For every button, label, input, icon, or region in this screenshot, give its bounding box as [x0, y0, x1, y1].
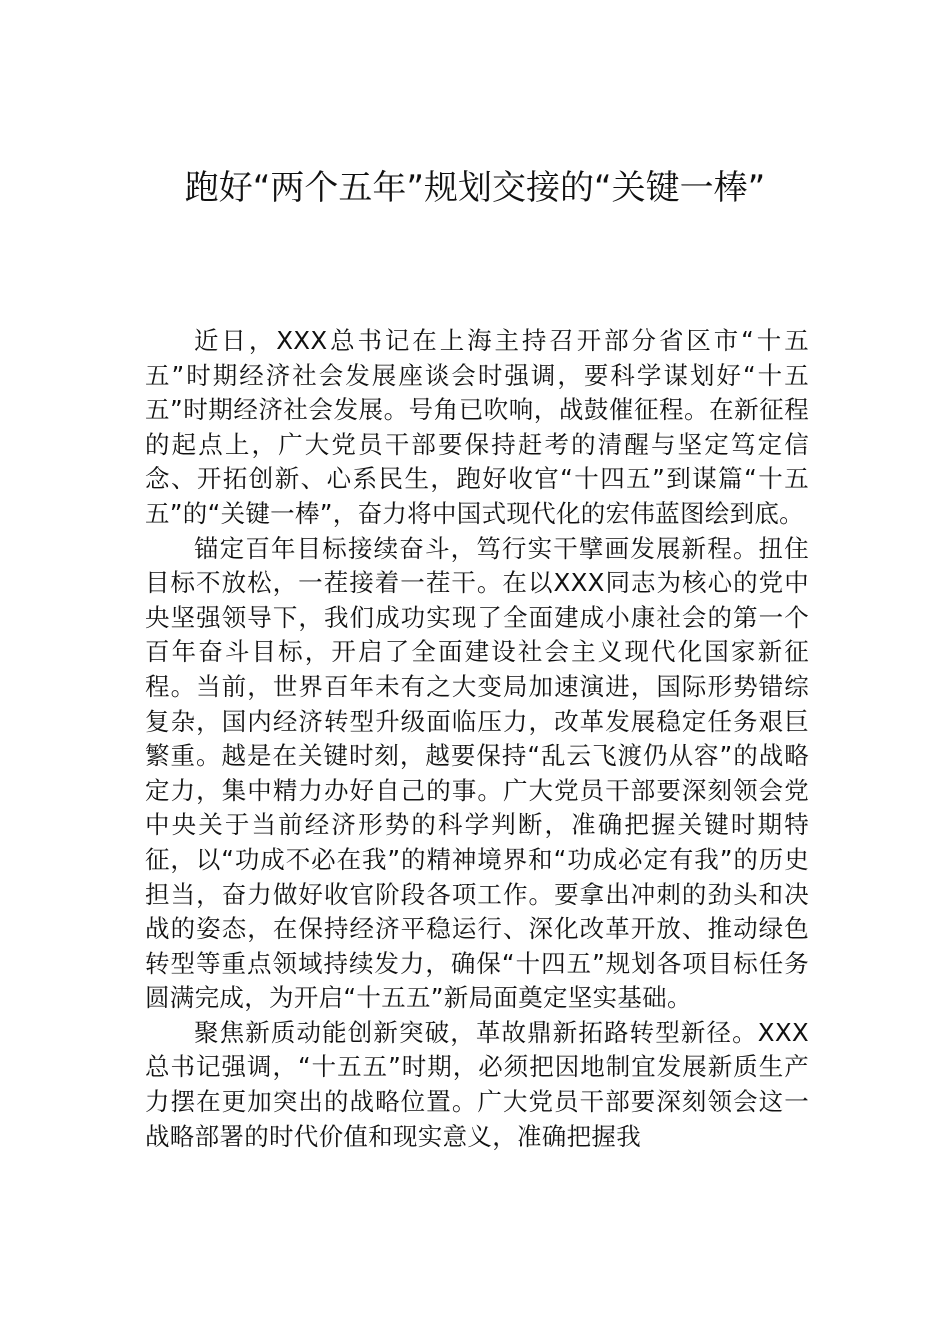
- document-body: [145, 324, 809, 1154]
- paragraph-2: 锚定百年目标接续奋斗，笃行实干擘画发展新程。扭住目标不放松，一茬接着一茬干。在以XXX同志为核心的党中央坚强领导下，我们成功实现了全面建成小康社会的第一个百年奋斗目标，开启了全面建设社会主义现代化国家新征程。当前，世界百年未有之大变局加速演进，国际形势错综复杂，国内经济转型升级面临压力，改革发展稳定任务艰巨繁重。越是在关键时刻，越要保持“乱云飞渡仍从容”的战略定力，集中精力办好自己的事。广大党员干部要深刻领会党中央关于当前经济形势的科学判断，准确把握关键时期特征，以“功成不必在我”的精神境界和“功成必定有我”的历史担当，奋力做好收官阶段各项工作。要拿出冲刺的劲头和决战的姿态，在保持经济平稳运行、深化改革开放、推动绿色转型等重点领域持续发力，确保“十四五”规划各项目标任务圆满完成，为开启“十五五”新局面奠定坚实基础。: [145, 533, 809, 1013]
- paragraph-1: 近日，XXX总书记在上海主持召开部分省区市“十五五”时期经济社会发展座谈会时强调，要科学谋划好“十五五”时期经济社会发展。号角已吹响，战鼓催征程。在新征程的起点上，广大党员干部要保持赶考的清醒与坚定笃定信念、开拓创新、心系民生，跑好收官“十四五”到谋篇“十五五”的“关键一棒”，奋力将中国式现代化的宏伟蓝图绘到底。: [145, 326, 809, 528]
- paragraph-3: 聚焦新质动能创新突破，革故鼎新拓路转型新径。XXX总书记强调，“十五五”时期，必须把因地制宜发展新质生产力摆在更加突出的战略位置。广大党员干部要深刻领会这一战略部署的时代价值和现实意义，准确把握我: [145, 1017, 809, 1151]
- document-title: 跑好“两个五年”规划交接的“关键一棒”: [184, 168, 766, 208]
